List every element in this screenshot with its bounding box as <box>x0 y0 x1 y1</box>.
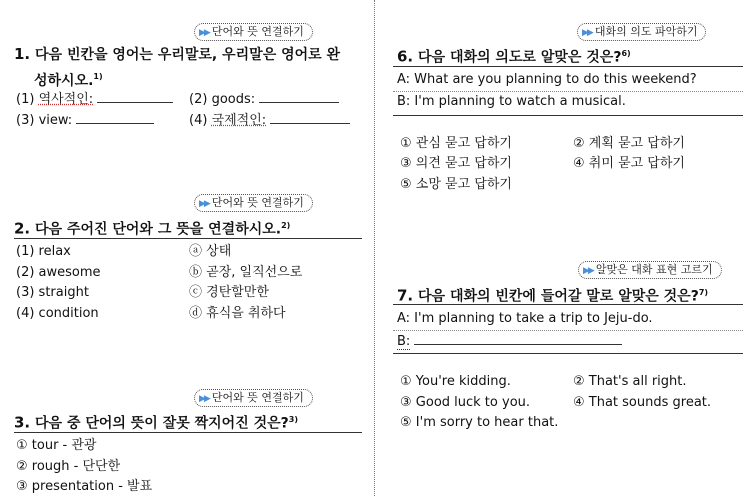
answer-blank[interactable] <box>270 111 350 124</box>
answer-option[interactable]: ③ presentation - 발표 <box>16 479 153 494</box>
answer-blank[interactable] <box>97 90 173 103</box>
item-prompt: 역사적인: <box>38 92 94 107</box>
question-number: 3. <box>14 413 31 432</box>
answer-option[interactable]: ④ That sounds great. <box>573 395 712 410</box>
answer-option[interactable]: ② 계획 묻고 답하기 <box>573 136 685 151</box>
dialog-box-top <box>393 66 743 67</box>
dialog-box-top <box>393 304 743 305</box>
item-number: (2) <box>189 92 208 107</box>
badge-label: 단어와 뜻 연결하기 <box>211 391 304 404</box>
dialog-separator <box>393 330 743 331</box>
answer-option[interactable]: ① 관심 묻고 답하기 <box>400 136 512 151</box>
question-rule <box>14 238 362 239</box>
question-rule <box>14 432 362 433</box>
badge-label: 단어와 뜻 연결하기 <box>211 196 304 209</box>
answer-option[interactable]: ⑤ I'm sorry to hear that. <box>400 415 559 430</box>
dialog-line-a: A: I'm planning to take a trip to Jeju-do. <box>397 311 653 326</box>
answer-blank[interactable] <box>259 90 339 103</box>
match-meaning: ⓓ 휴식을 취하다 <box>189 306 286 321</box>
dialog-line-a: A: What are you planning to do this weekend? <box>397 72 697 87</box>
item-prompt: goods: <box>211 92 256 107</box>
item-number: (4) <box>189 113 208 128</box>
section-badge-6 <box>577 23 706 41</box>
q1-item-1 <box>16 90 173 109</box>
match-word: (1) relax <box>16 244 71 259</box>
match-word: (4) condition <box>16 306 99 321</box>
badge-label: 단어와 뜻 연결하기 <box>211 25 304 38</box>
double-arrow-icon: ▶▶ <box>199 394 209 404</box>
footnote-mark: 2) <box>281 221 291 230</box>
question-text: 다음 대화의 의도로 알맞은 것은? <box>418 49 622 66</box>
dialog-speaker: B: <box>397 334 411 349</box>
section-badge-7 <box>578 261 722 279</box>
answer-option[interactable]: ② rough - 단단한 <box>16 459 121 474</box>
answer-option[interactable]: ① You're kidding. <box>400 374 511 389</box>
footnote-mark: 6) <box>621 49 631 58</box>
match-meaning: ⓒ 경탄할만한 <box>189 285 269 300</box>
match-meaning: ⓑ 곧장, 일직선으로 <box>189 265 303 280</box>
question-number: 1. <box>14 45 31 63</box>
answer-option[interactable]: ③ 의견 묻고 답하기 <box>400 156 512 171</box>
question-1 <box>14 43 364 92</box>
double-arrow-icon: ▶▶ <box>582 28 592 38</box>
answer-option[interactable]: ③ Good luck to you. <box>400 395 531 410</box>
match-word: (3) straight <box>16 285 89 300</box>
footnote-mark: 7) <box>698 288 709 297</box>
footnote-mark: 3) <box>288 415 298 424</box>
section-badge-2 <box>194 194 313 212</box>
column-divider <box>374 0 375 496</box>
badge-label: 알맞은 대화 표현 고르기 <box>595 263 713 276</box>
dialog-box-bottom <box>393 115 743 116</box>
item-prompt: 국제적인: <box>211 113 267 128</box>
double-arrow-icon: ▶▶ <box>199 199 209 209</box>
answer-option[interactable]: ② That's all right. <box>573 374 687 389</box>
question-number: 2. <box>14 219 31 238</box>
footnote-mark: 1) <box>93 72 103 81</box>
double-arrow-icon: ▶▶ <box>199 28 209 38</box>
question-text: 다음 빈칸을 영어는 우리말로, 우리말은 영어로 완 <box>35 47 341 63</box>
dialog-box-bottom <box>393 353 743 354</box>
question-2 <box>14 215 364 241</box>
question-text-cont: 성하시오. <box>34 72 94 89</box>
question-text: 다음 주어진 단어와 그 뜻을 연결하시오. <box>35 221 282 238</box>
q1-item-3 <box>16 111 154 130</box>
question-3 <box>14 409 364 435</box>
question-number: 7. <box>397 286 414 305</box>
answer-blank[interactable] <box>414 332 622 345</box>
match-word: (2) awesome <box>16 265 101 280</box>
section-badge-3 <box>194 389 313 407</box>
question-6 <box>397 43 742 69</box>
dialog-line-b: B: I'm planning to watch a musical. <box>397 94 626 109</box>
question-text: 다음 대화의 빈칸에 들어갈 말로 알맞은 것은? <box>418 288 699 305</box>
answer-option[interactable]: ④ 취미 묻고 답하기 <box>573 156 685 171</box>
question-number: 6. <box>397 47 414 66</box>
dialog-separator <box>393 91 743 92</box>
answer-blank[interactable] <box>76 111 154 124</box>
item-number: (3) <box>16 113 35 128</box>
badge-label: 대화의 의도 파악하기 <box>594 25 698 38</box>
q1-item-2 <box>189 90 339 109</box>
answer-option[interactable]: ⑤ 소망 묻고 답하기 <box>400 177 512 192</box>
double-arrow-icon: ▶▶ <box>583 266 593 276</box>
item-prompt: view: <box>38 113 73 128</box>
answer-option[interactable]: ① tour - 관광 <box>16 438 97 453</box>
question-text: 다음 중 단어의 뜻이 잘못 짝지어진 것은? <box>35 415 289 432</box>
q1-item-4 <box>189 111 350 130</box>
dialog-line-b <box>397 332 622 351</box>
match-meaning: ⓐ 상태 <box>189 244 232 259</box>
item-number: (1) <box>16 92 35 107</box>
section-badge-1 <box>194 23 313 41</box>
